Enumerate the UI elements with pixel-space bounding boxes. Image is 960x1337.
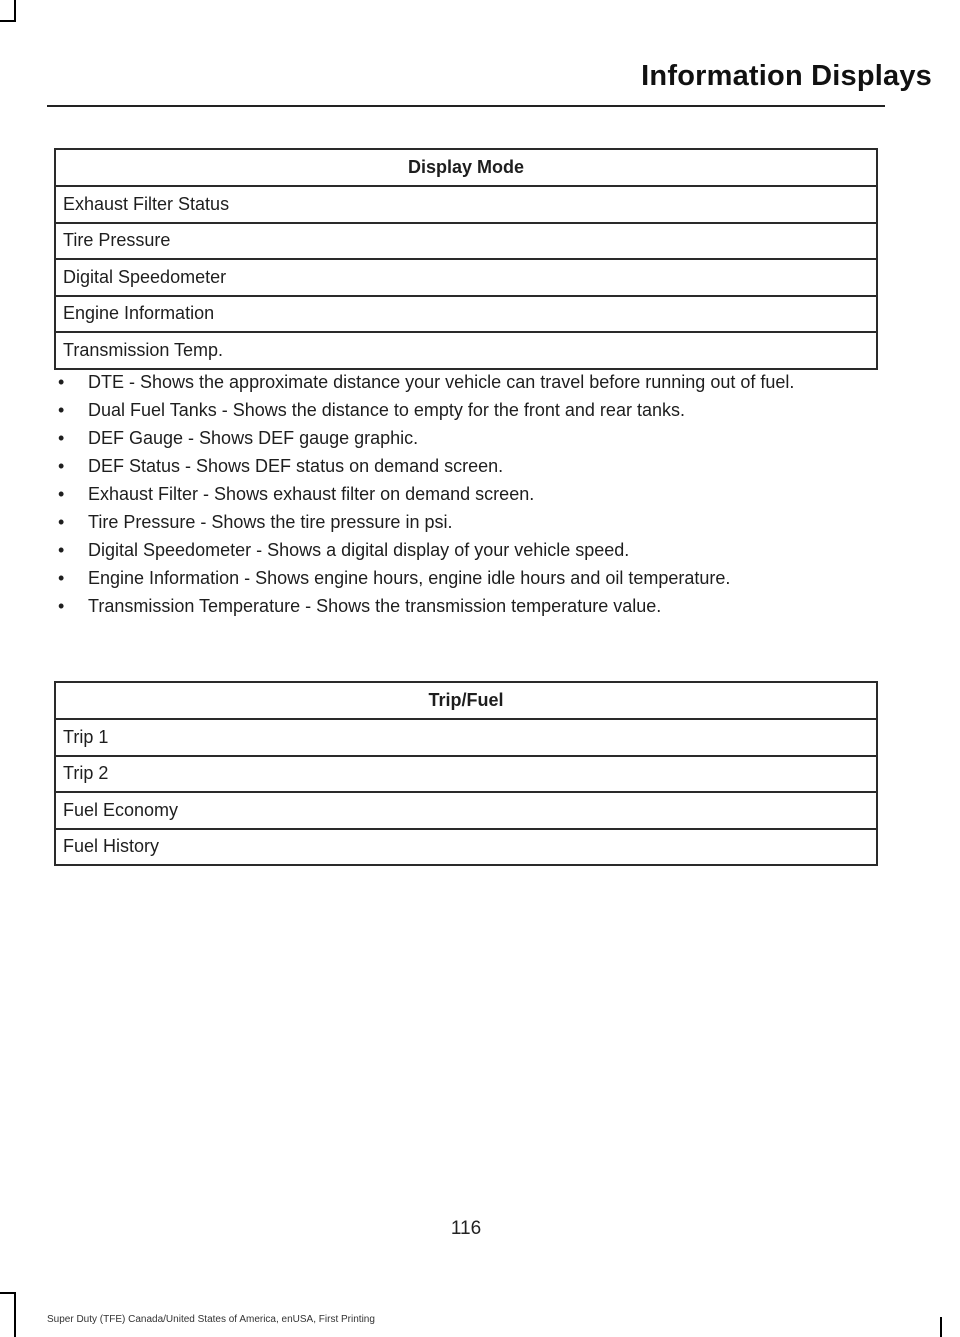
table-row: Engine Information <box>55 296 877 333</box>
bullet-icon: • <box>58 512 65 532</box>
table-row: Digital Speedometer <box>55 259 877 296</box>
list-item-text: Engine Information - Shows engine hours, engine idle hours and oil temperature. <box>88 568 731 588</box>
list-item <box>54 456 884 477</box>
list-item-text: Exhaust Filter - Shows exhaust filter on demand screen. <box>88 484 535 504</box>
table-row: Transmission Temp. <box>55 332 877 369</box>
list-item-text: Dual Fuel Tanks - Shows the distance to empty for the front and rear tanks. <box>88 400 685 420</box>
crop-mark-bottom-left-h <box>0 1292 16 1294</box>
display-mode-heading: Display Mode <box>55 149 877 186</box>
list-item <box>54 484 884 505</box>
list-item <box>54 568 884 589</box>
table-row: Fuel History <box>55 829 877 866</box>
list-item-text: Digital Speedometer - Shows a digital display of your vehicle speed. <box>88 540 630 560</box>
bullet-icon: • <box>58 540 65 560</box>
list-item <box>54 512 884 533</box>
list-item <box>54 540 884 561</box>
bullet-icon: • <box>58 456 65 476</box>
page-number: 116 <box>450 1218 482 1239</box>
trip-fuel-table <box>54 681 878 866</box>
display-mode-table <box>54 148 878 370</box>
edition-footer: Super Duty (TFE) Canada/United States of America, enUSA, First Printing <box>47 1314 375 1325</box>
list-item-text: DTE - Shows the approximate distance your vehicle can travel before running out of fuel. <box>88 372 795 392</box>
bullet-icon: • <box>58 568 65 588</box>
list-item-text: DEF Gauge - Shows DEF gauge graphic. <box>88 428 419 448</box>
table-row: Fuel Economy <box>55 792 877 829</box>
list-item-text: Transmission Temperature - Shows the transmission temperature value. <box>88 596 662 616</box>
table-row: Trip 1 <box>55 719 877 756</box>
list-item-text: Tire Pressure - Shows the tire pressure in psi. <box>88 512 453 532</box>
crop-mark-bottom-right <box>940 1317 942 1337</box>
header-divider <box>47 105 885 107</box>
list-item-text: DEF Status - Shows DEF status on demand screen. <box>88 456 504 476</box>
crop-mark-top-left <box>14 0 16 20</box>
list-item <box>54 596 884 617</box>
bullet-icon: • <box>58 400 65 420</box>
crop-mark-bottom-left <box>14 1292 16 1337</box>
list-item <box>54 400 884 421</box>
list-item <box>54 428 884 449</box>
page-title: Information Displays <box>641 60 932 92</box>
bullet-icon: • <box>58 428 65 448</box>
table-row: Trip 2 <box>55 756 877 793</box>
list-item <box>54 372 884 393</box>
table-row: Tire Pressure <box>55 223 877 260</box>
bullet-icon: • <box>58 596 65 616</box>
table-row: Exhaust Filter Status <box>55 186 877 223</box>
bullet-icon: • <box>58 484 65 504</box>
display-mode-description-list <box>54 372 884 624</box>
crop-mark-top-left-h <box>0 20 16 22</box>
bullet-icon: • <box>58 372 65 392</box>
trip-fuel-heading: Trip/Fuel <box>55 682 877 719</box>
